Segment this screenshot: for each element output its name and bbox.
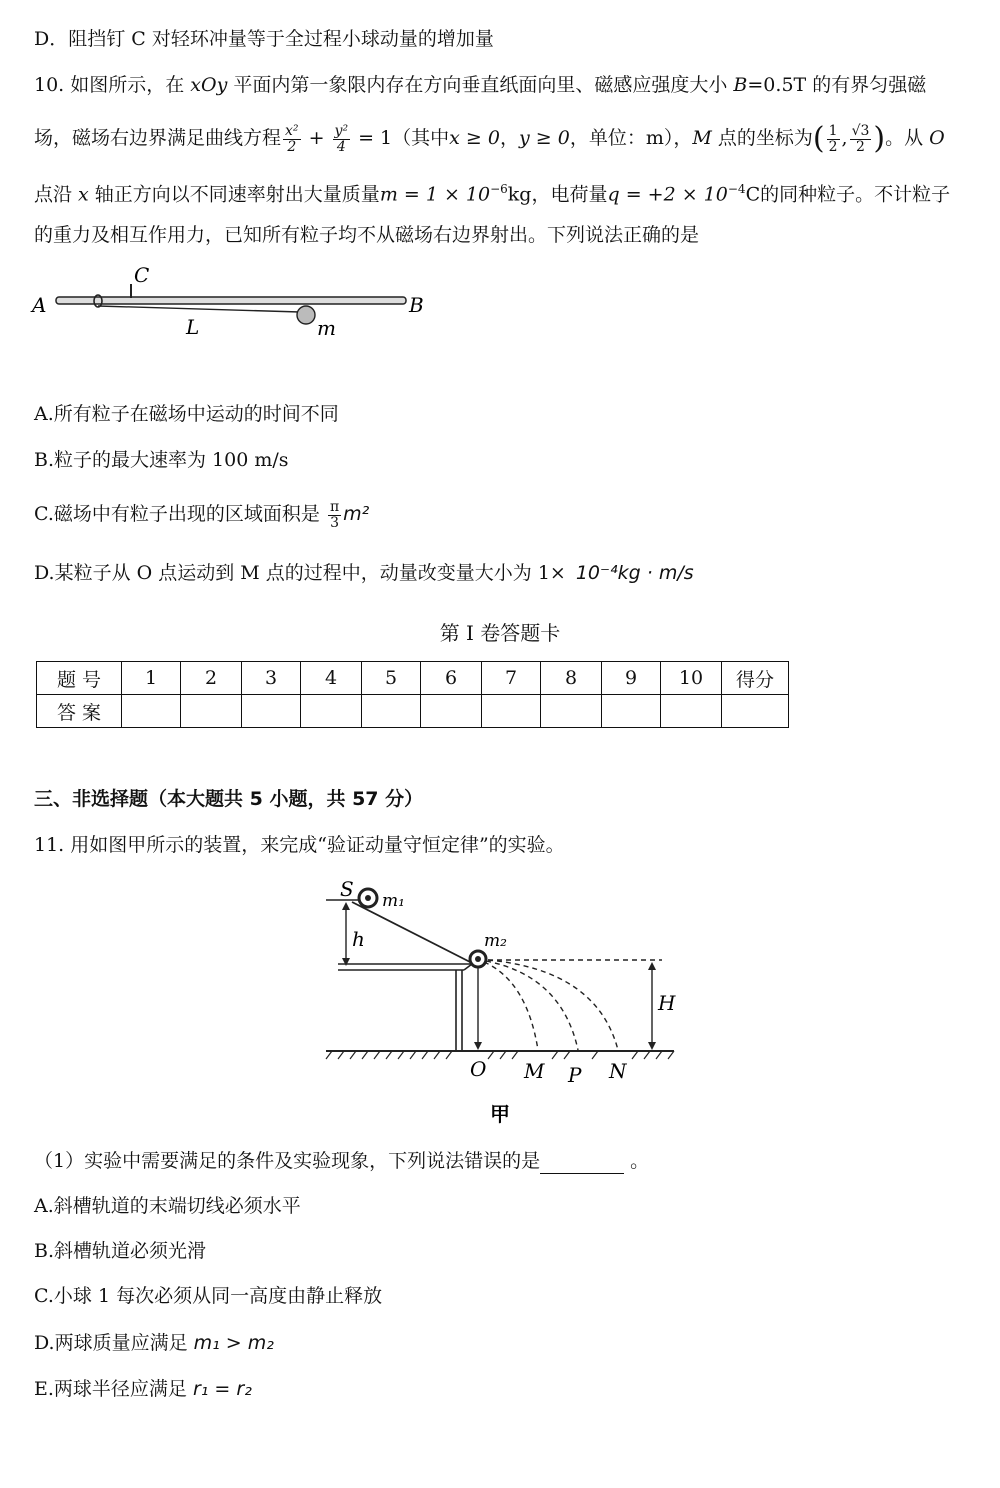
answer-cell[interactable] <box>602 695 661 728</box>
section3-heading: 三、非选择题（本大题共 5 小题，共 57 分） <box>34 788 424 810</box>
q11-sub1: （1）实验中需要满足的条件及实验现象，下列说法错误的是 。 <box>34 1150 650 1172</box>
label-b: B <box>409 293 424 317</box>
ball-m <box>297 306 315 324</box>
answer-cell[interactable] <box>541 695 602 728</box>
q11-option-b: B.斜槽轨道必须光滑 <box>34 1240 207 1262</box>
label-o: O <box>470 1057 487 1081</box>
label-big-h: H <box>658 991 676 1015</box>
answer-cell[interactable] <box>242 695 301 728</box>
answer-blank[interactable] <box>540 1153 624 1174</box>
q10-stem-line4: 的重力及相互作用力，已知所有粒子均不从磁场右边界射出。下列说法正确的是 <box>34 224 700 246</box>
label-m2: m₂ <box>484 931 507 951</box>
rod-ring-figure <box>28 262 438 342</box>
q10-stem-line3: 点沿 x 轴正方向以不同速率射出大量质量$m = 1 \times 10^{-6}kg$，电荷量$q = +2 \times 10^{-4}C$的同种粒子。不计粒子 <box>34 182 951 206</box>
question-number: 2 <box>181 662 242 695</box>
answer-cell[interactable] <box>301 695 362 728</box>
m-y-fraction: $\frac{√3}{2}$ <box>851 122 870 155</box>
q10-option-c: C.磁场中有粒子出现的区域面积是 $\frac{\pi}{3}$ m² <box>34 498 370 531</box>
trajectory-n <box>488 960 618 1050</box>
row-label-answer: 答 案 <box>37 695 122 728</box>
table-row <box>37 662 789 695</box>
q11-option-c: C.小球 1 每次必须从同一高度由静止释放 <box>34 1285 383 1307</box>
label-s: S <box>340 877 354 901</box>
answer-cell[interactable] <box>482 695 541 728</box>
table-row <box>37 695 789 728</box>
question-number: 6 <box>421 662 482 695</box>
collision-apparatus-figure <box>322 876 682 1126</box>
answer-cell[interactable] <box>661 695 722 728</box>
pi-over-3: $\frac{\pi}{3}$ <box>329 498 340 531</box>
q11-option-a: A.斜槽轨道的末端切线必须水平 <box>34 1195 301 1217</box>
q10-option-d: D.某粒子从 O 点运动到 M 点的过程中，动量改变量大小为 1× 10⁻⁴kg · m/s <box>34 562 694 584</box>
question-number: 5 <box>362 662 421 695</box>
question-number: 1 <box>122 662 181 695</box>
label-l: L <box>186 315 200 339</box>
question-number: 10 <box>661 662 722 695</box>
label-p: P <box>568 1063 582 1087</box>
answer-card-title: 第 I 卷答题卡 <box>439 621 561 645</box>
question-number: 9 <box>602 662 661 695</box>
row-label-number: 题 号 <box>37 662 122 695</box>
label-n: N <box>609 1059 627 1083</box>
label-a: A <box>32 293 47 317</box>
score-label: 得分 <box>722 662 789 695</box>
q10-option-a: A.所有粒子在磁场中运动的时间不同 <box>34 403 339 425</box>
score-cell[interactable] <box>722 695 789 728</box>
eq-y-fraction: $\frac{\text{y²}}{4}$ <box>334 122 349 155</box>
label-h: h <box>352 927 365 951</box>
answer-cell[interactable] <box>421 695 482 728</box>
question-number: 8 <box>541 662 602 695</box>
string-l <box>98 306 300 312</box>
q11-option-d: D.两球质量应满足 m₁ > m₂ <box>34 1332 274 1354</box>
label-c: C <box>134 263 150 287</box>
q10-option-b: B.粒子的最大速率为 100 m/s <box>34 449 289 471</box>
answer-cell[interactable] <box>181 695 242 728</box>
answer-cell[interactable] <box>122 695 181 728</box>
answer-card-table <box>36 661 789 728</box>
trajectory-m <box>484 962 538 1050</box>
label-m-point: M <box>524 1059 545 1083</box>
question-number: 7 <box>482 662 541 695</box>
q11-option-e: E.两球半径应满足 r₁ = r₂ <box>34 1378 252 1400</box>
label-m: m <box>317 316 336 340</box>
q11-stem: 11. 用如图甲所示的装置，来完成“验证动量守恒定律”的实验。 <box>34 834 565 856</box>
question-number: 4 <box>301 662 362 695</box>
eq-x-fraction: $\frac{\text{x²}}{2}$ <box>285 122 299 155</box>
label-m1: m₁ <box>382 891 405 911</box>
inclined-chute <box>352 902 472 963</box>
m-x-fraction: $\frac{1}{2}$ <box>828 122 838 155</box>
rod <box>56 297 406 304</box>
q10-stem-line2: 场，磁场右边界满足曲线方程 $\frac{\text{x²}}{2}$ + $\frac{\text{y²}}{4}$ = 1（其中x ≥ 0，y ≥ 0，单位：m），M 点的坐标为( $\frac{1}{2}$ , $\frac{√3}{2}$ )。从 O <box>34 121 945 156</box>
q9-option-d: D．阻挡钉 C 对轻环冲量等于全过程小球动量的增加量 <box>34 28 494 50</box>
trajectory-p <box>486 961 578 1050</box>
question-number: 3 <box>242 662 301 695</box>
answer-cell[interactable] <box>362 695 421 728</box>
q10-stem-line1: 10. 如图所示，在 xOy 平面内第一象限内存在方向垂直纸面向里、磁感应强度大小 B=0.5T 的有界匀强磁 <box>34 74 927 96</box>
figure-caption: 甲 <box>490 1102 510 1126</box>
